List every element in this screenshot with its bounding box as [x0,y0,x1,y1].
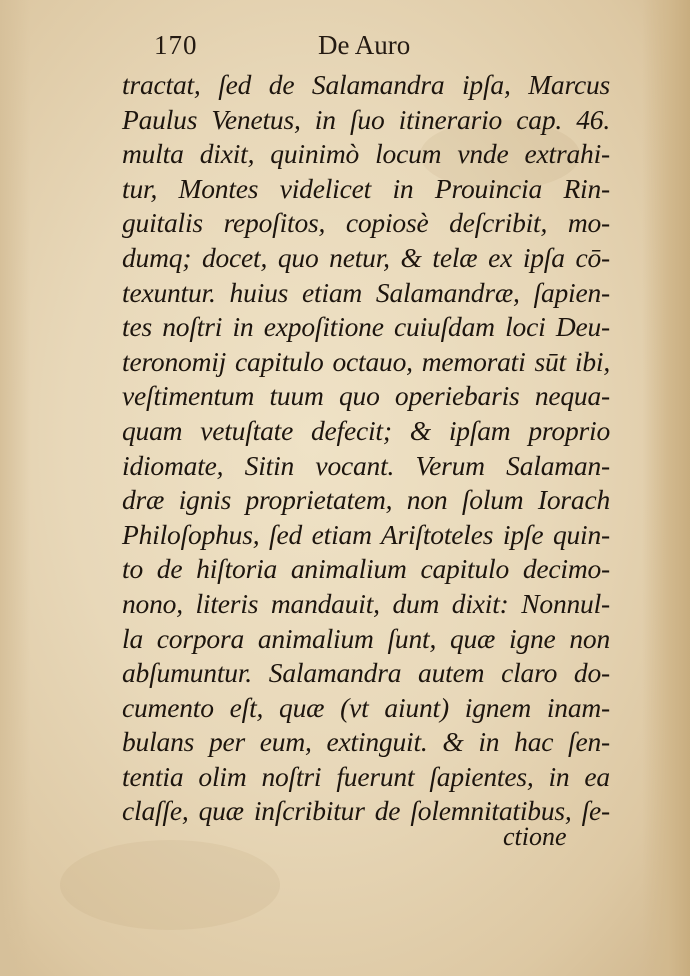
text-line: multa dixit, quinimò locum vnde extrahi- [122,138,610,170]
text-line: to de hiſtoria animalium capitulo decimo- [122,553,610,585]
page-number: 170 [154,30,198,60]
text-line: quam vetuſtate defecit; & ipſam proprio [122,414,610,446]
running-title: De Auro [318,30,411,60]
page-gutter-shadow [0,0,30,976]
body-text [122,68,610,829]
text-line: tes noſtri in expoſitione cuiuſdam loci Deu- [122,311,610,343]
text-line: dumq; docet, quo netur, & telæ ex ipſa cō- [122,241,610,273]
catchword: ctione [503,822,567,851]
text-line: tentia olim noſtri fuerunt ſapientes, in ea [122,760,610,792]
text-line: teronomij capitulo octauo, memorati sūt ibi, [122,345,610,377]
text-line: guitalis repoſitos, copiosè deſcribit, mo- [122,207,610,239]
text-line: Philoſophus, ſed etiam Ariſtoteles ipſe quin- [122,518,610,550]
text-line: idiomate, Sitin vocant. Verum Salaman- [122,449,610,481]
text-line: la corpora animalium ſunt, quæ igne non [122,622,610,654]
text-line: nono, literis mandauit, dum dixit: Nonnul- [122,587,610,619]
text-line: abſumuntur. Salamandra autem claro do- [122,657,610,689]
text-line: claſſe, quæ inſcribitur de ſolemnitatibus, ſe- [122,795,610,827]
paper-stain [60,840,280,930]
text-line: veſtimentum tuum quo operiebaris nequa- [122,380,610,412]
text-line: cumento eſt, quæ (vt aiunt) ignem inam- [122,691,610,723]
running-head [0,28,690,64]
page-edge-shadow [642,0,690,976]
text-line: texuntur. huius etiam Salamandræ, ſapien- [122,276,610,308]
text-line: dræ ignis proprietatem, non ſolum Iorach [122,484,610,516]
text-line: Paulus Venetus, in ſuo itinerario cap. 46. [122,103,610,135]
text-line: tur, Montes videlicet in Prouincia Rin- [122,172,610,204]
text-line: tractat, ſed de Salamandra ipſa, Marcus [122,69,610,100]
text-line: bulans per eum, extinguit. & in hac ſen- [122,726,610,758]
